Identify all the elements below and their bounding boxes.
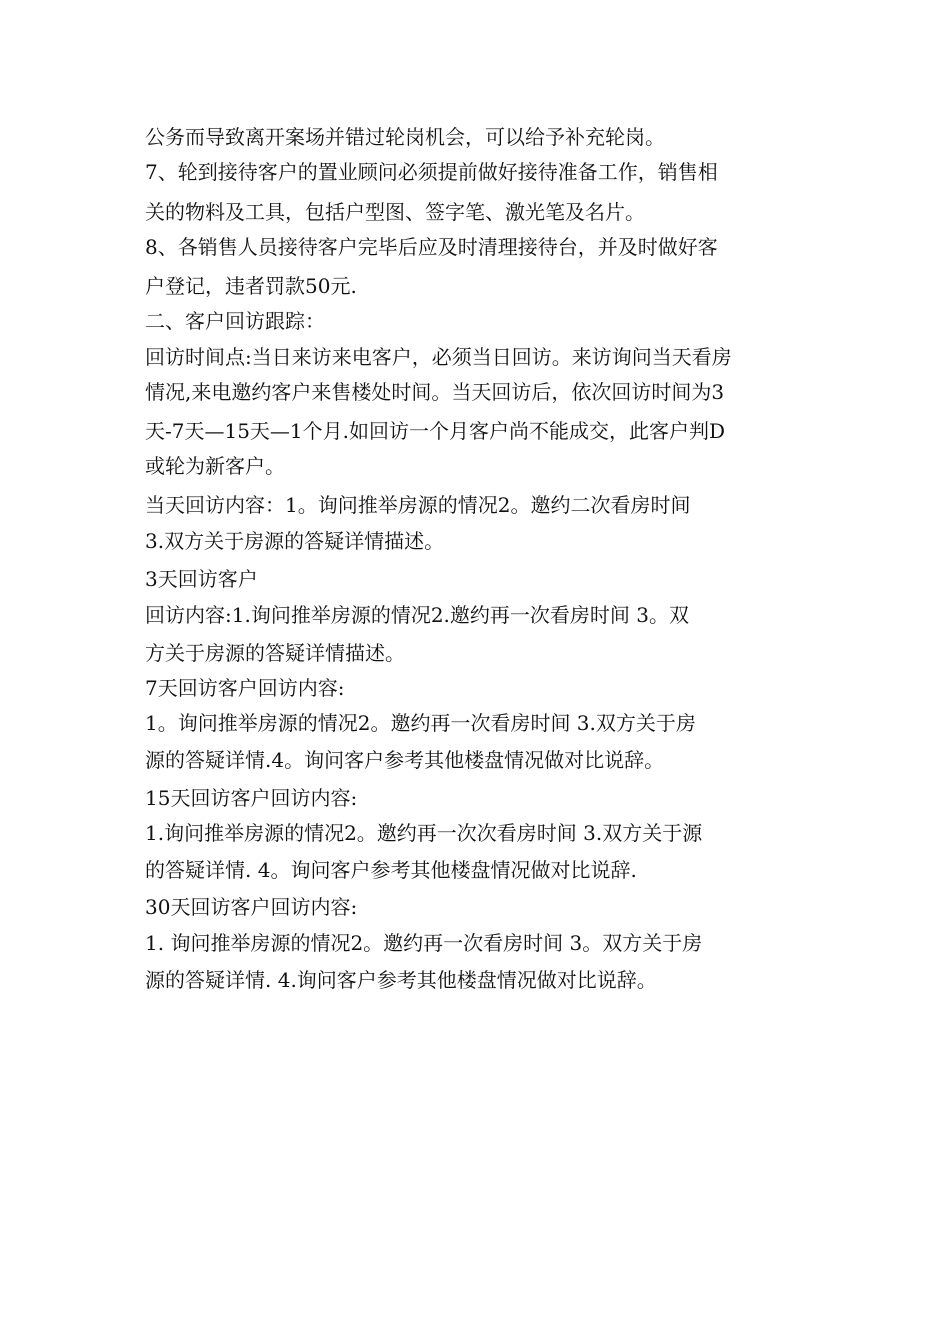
text-line: 3天回访客户 — [145, 567, 258, 591]
text-line: 的答疑详情. 4。询问客户参考其他楼盘情况做对比说辞. — [145, 858, 637, 882]
text-line: 1.询问推举房源的情况2。邀约再一次次看房时间 3.双方关于源 — [145, 821, 703, 845]
text-line: 回访时间点:当日来访来电客户，必须当日回访。来访询问当天看房 — [145, 345, 732, 369]
text-line: 或轮为新客户。 — [145, 454, 285, 478]
text-line: 7、轮到接待客户的置业顾问必须提前做好接待准备工作，销售相 — [145, 160, 718, 184]
text-line: 天-7天—15天—1个月.如回访一个月客户尚不能成交，此客户判D — [145, 419, 726, 443]
section-heading: 二、客户回访跟踪： — [145, 309, 325, 333]
text-line: 情况,来电邀约客户来售楼处时间。当天回访后，依次回访时间为3 — [145, 380, 725, 404]
text-line: 15天回访客户回访内容: — [145, 786, 358, 810]
text-line: 方关于房源的答疑详情描述。 — [145, 641, 405, 665]
text-line: 3.双方关于房源的答疑详情描述。 — [145, 529, 445, 553]
text-line: 7天回访客户回访内容: — [145, 676, 345, 700]
text-line: 1. 询问推举房源的情况2。邀约再一次看房时间 3。双方关于房 — [145, 931, 703, 955]
text-line: 30天回访客户回访内容: — [145, 895, 358, 919]
text-line: 关的物料及工具，包括户型图、签字笔、激光笔及名片。 — [145, 200, 645, 224]
text-line: 公务而导致离开案场并错过轮岗机会，可以给予补充轮岗。 — [145, 125, 665, 149]
text-line: 8、各销售人员接待客户完毕后应及时清理接待台，并及时做好客 — [145, 235, 718, 259]
text-line: 户登记，违者罚款50元. — [145, 274, 357, 298]
text-line: 当天回访内容：1。询问推举房源的情况2。邀约二次看房时间 — [145, 493, 691, 517]
text-line: 1。询问推举房源的情况2。邀约再一次看房时间 3.双方关于房 — [145, 711, 696, 735]
text-line: 回访内容:1.询问推举房源的情况2.邀约再一次看房时间 3。双 — [145, 603, 689, 627]
text-line: 源的答疑详情.4。询问客户参考其他楼盘情况做对比说辞。 — [145, 748, 665, 772]
text-line: 源的答疑详情. 4.询问客户参考其他楼盘情况做对比说辞。 — [145, 968, 657, 992]
